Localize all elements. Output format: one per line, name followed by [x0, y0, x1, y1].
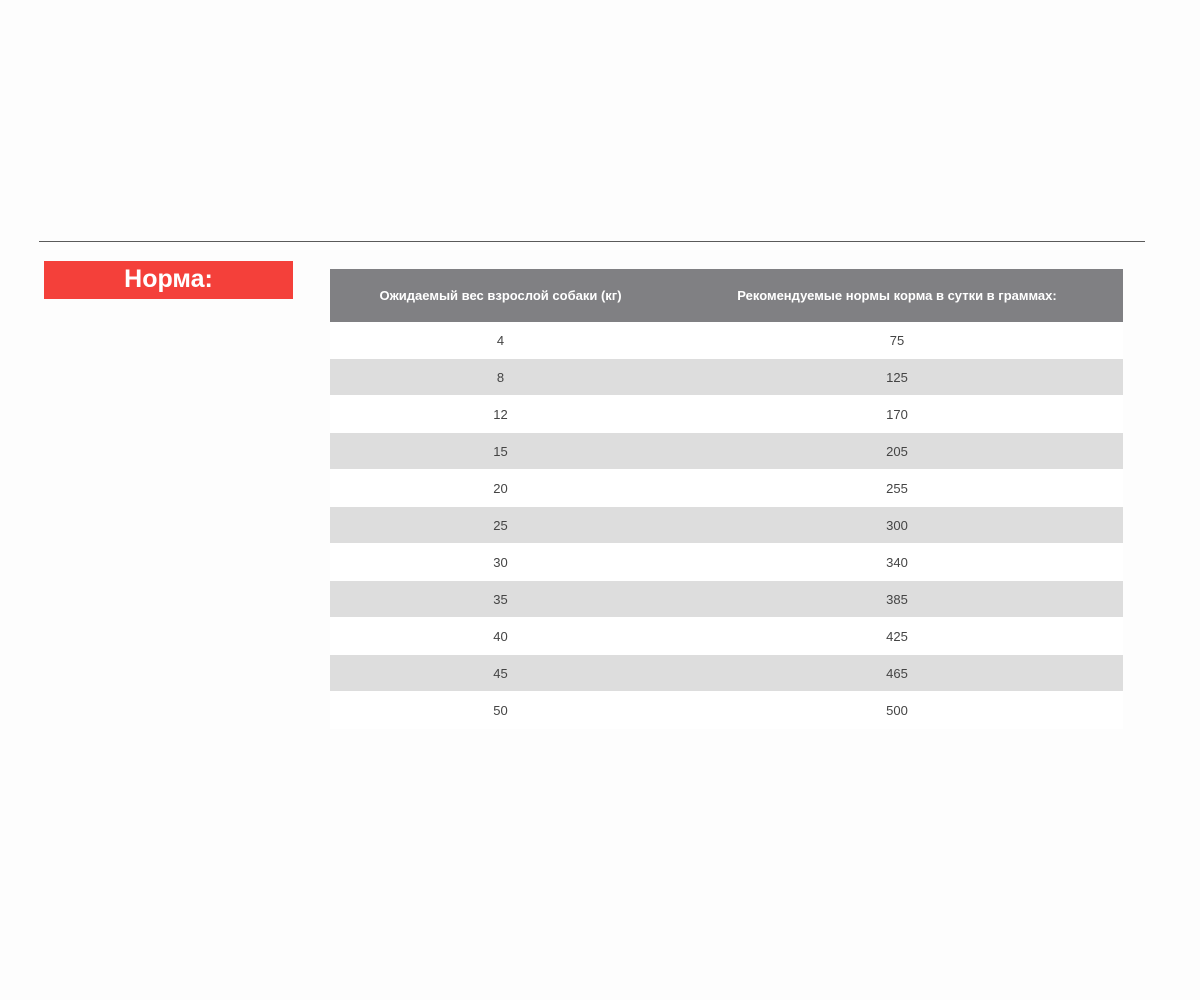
weight-cell: 35	[330, 581, 671, 618]
weight-cell: 20	[330, 470, 671, 507]
table-row	[330, 618, 1123, 655]
weight-cell: 30	[330, 544, 671, 581]
norm-cell: 385	[671, 581, 1123, 618]
norm-cell: 465	[671, 655, 1123, 692]
norm-cell: 125	[671, 359, 1123, 396]
table-row	[330, 322, 1123, 359]
table-row	[330, 359, 1123, 396]
feeding-norms-table	[330, 269, 1123, 729]
weight-cell: 4	[330, 322, 671, 359]
table-body	[330, 322, 1123, 729]
section-divider	[39, 241, 1145, 242]
table-header	[330, 269, 1123, 322]
column-header-weight: Ожидаемый вес взрослой собаки (кг)	[330, 269, 671, 322]
table-row	[330, 692, 1123, 729]
table-row	[330, 581, 1123, 618]
section-label-norma: Норма:	[44, 261, 293, 299]
weight-cell: 50	[330, 692, 671, 729]
norm-cell: 205	[671, 433, 1123, 470]
table-row	[330, 396, 1123, 433]
weight-cell: 45	[330, 655, 671, 692]
table-header-row	[330, 269, 1123, 322]
norm-cell: 75	[671, 322, 1123, 359]
norm-cell: 300	[671, 507, 1123, 544]
norm-cell: 255	[671, 470, 1123, 507]
table-row	[330, 433, 1123, 470]
weight-cell: 15	[330, 433, 671, 470]
weight-cell: 8	[330, 359, 671, 396]
norm-cell: 170	[671, 396, 1123, 433]
norm-cell: 500	[671, 692, 1123, 729]
weight-cell: 12	[330, 396, 671, 433]
norm-cell: 340	[671, 544, 1123, 581]
column-header-daily-norm: Рекомендуемые нормы корма в сутки в граммах:	[671, 269, 1123, 322]
weight-cell: 40	[330, 618, 671, 655]
table-row	[330, 655, 1123, 692]
table-row	[330, 507, 1123, 544]
norm-cell: 425	[671, 618, 1123, 655]
table-row	[330, 470, 1123, 507]
table-row	[330, 544, 1123, 581]
weight-cell: 25	[330, 507, 671, 544]
